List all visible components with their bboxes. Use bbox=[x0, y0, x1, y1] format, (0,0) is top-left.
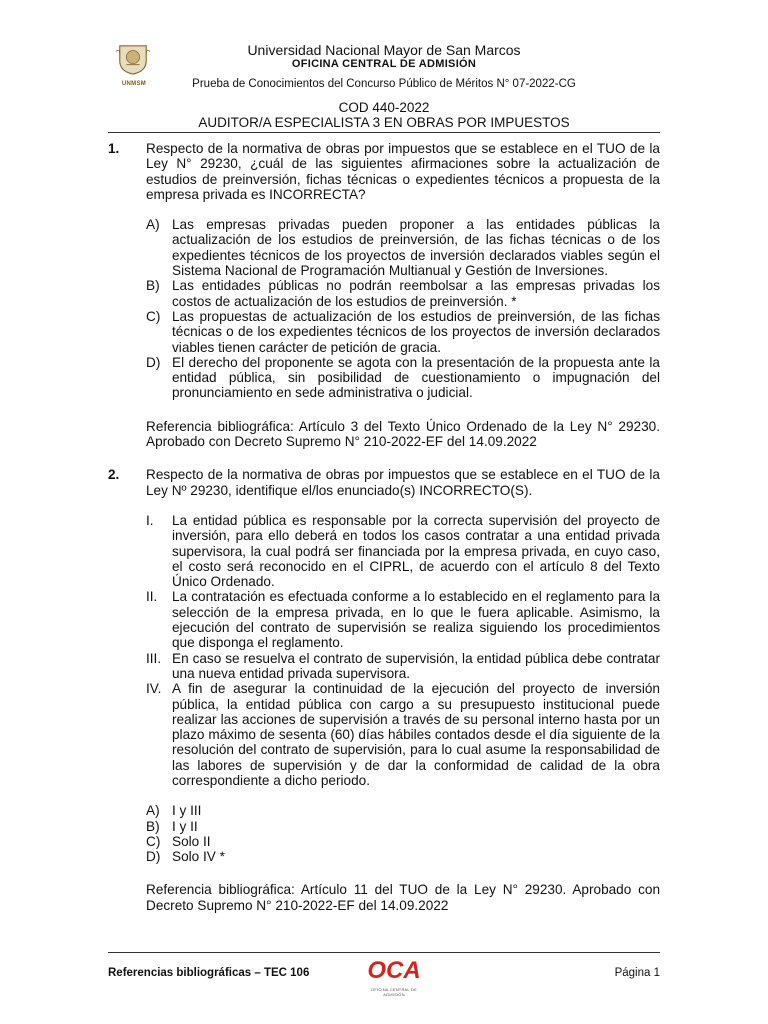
oca-logo-icon bbox=[364, 958, 424, 982]
statement-label: II. bbox=[146, 589, 158, 605]
statement-label: IV. bbox=[146, 681, 162, 697]
page-number: Página 1 bbox=[614, 967, 660, 979]
footer-divider bbox=[108, 952, 660, 953]
option-label: A) bbox=[146, 803, 160, 819]
option-d bbox=[146, 355, 660, 401]
statement-text: En caso se resuelva el contrato de supervisión, la entidad pública debe contratar una nueva entidad privada supervisora. bbox=[172, 650, 660, 681]
option-c bbox=[146, 309, 660, 355]
question-stem: Respecto de la normativa de obras por impuestos que se establece en el TUO de la Ley Nº 29230, identifique el/los enunciado(s) INCORRECTO(S). bbox=[146, 467, 660, 498]
option-d bbox=[146, 849, 660, 864]
statement-iv bbox=[146, 681, 660, 788]
position-title: AUDITOR/A ESPECIALISTA 3 EN OBRAS POR IMPUESTOS bbox=[198, 115, 570, 130]
option-b bbox=[146, 278, 660, 309]
reference-text: Referencia bibliográfica: Artículo 3 del Texto Único Ordenado de la Ley N° 29230. Aprobado con Decreto Supremo N° 210-2022-EF del 14.09.2022 bbox=[146, 418, 660, 450]
reference-text: Referencia bibliográfica: Artículo 11 del TUO de la Ley N° 29230. Aprobado con Decreto Supremo N° 210-2022-EF del 14.09.2022 bbox=[146, 882, 660, 913]
option-label: B) bbox=[146, 818, 160, 834]
statement-ii bbox=[146, 589, 660, 650]
header-divider bbox=[108, 132, 660, 133]
option-text: El derecho del proponente se agota con la presentación de la propuesta ante la entidad pública, sin posibilidad de cuestionamiento o impugnación del pronunciamiento en sede administrativa o judicial. bbox=[172, 354, 660, 401]
question-1 bbox=[108, 141, 660, 449]
option-c bbox=[146, 834, 660, 849]
exam-code: COD 440-2022 bbox=[338, 100, 430, 115]
document-body bbox=[108, 141, 660, 913]
office-name: OFICINA CENTRAL DE ADMISIÓN bbox=[291, 58, 477, 70]
statement-label: I. bbox=[146, 512, 154, 528]
option-label: D) bbox=[146, 849, 161, 865]
option-label: B) bbox=[146, 278, 160, 294]
statement-text: A fin de asegurar la continuidad de la ejecución del proyecto de inversión pública, la entidad pública con cargo a su presupuesto institucional puede realizar las acciones de supervisión a través de su personal interno hasta por un plazo máximo de sesenta (60) días hábiles contados desde el día siguiente de la resolución del contrato de supervisión, para lo cual asume la responsabilidad de las labores de supervisión y de dar la conformidad de calidad de la obra correspondiente a dicho periodo. bbox=[172, 681, 660, 788]
option-label: C) bbox=[146, 833, 161, 849]
option-text: Las entidades públicas no podrán reembolsar a las empresas privadas los costos de actualización de los estudios de preinversión. * bbox=[172, 278, 660, 309]
statement-label: III. bbox=[146, 650, 162, 666]
statement-i bbox=[146, 513, 660, 589]
option-text: I y III bbox=[172, 803, 202, 819]
question-number: 2. bbox=[108, 467, 120, 483]
option-text: Las empresas privadas pueden proponer a las entidades públicas la actualización de los estudios de preinversión, de las fichas técnicas o de los expedientes técnicos de los proyectos de inversión declarados viables según el Sistema Nacional de Programación Multianual y Gestión de Inversiones. bbox=[172, 217, 660, 279]
logo-caption: UNMSM bbox=[121, 81, 147, 87]
exam-title: Prueba de Conocimientos del Concurso Público de Méritos N° 07-2022-CG bbox=[192, 78, 576, 90]
option-text: Las propuestas de actualización de los estudios de preinversión, de las fichas técnicas o de los expedientes técnicos de los proyectos de inversión declarados viables tienen carácter de petición de gracia. bbox=[172, 308, 660, 355]
question-number: 1. bbox=[108, 141, 120, 156]
statement-text: La contratación es efectuada conforme a lo establecido en el reglamento para la selección de la empresa privada, en lo que le fuera aplicable. Asimismo, la ejecución del contrato de supervisión se realiza siguiendo los procedimientos que disponga el reglamento. bbox=[172, 589, 660, 651]
option-a bbox=[146, 217, 660, 278]
statement-iii bbox=[146, 651, 660, 682]
oca-logo-caption: OFICINA CENTRAL DE ADMISIÓN bbox=[371, 987, 417, 997]
option-label: C) bbox=[146, 308, 161, 324]
option-b bbox=[146, 819, 660, 834]
option-label: D) bbox=[146, 354, 161, 370]
option-text: Solo IV * bbox=[172, 849, 225, 865]
oca-logo-text: OCA bbox=[367, 958, 421, 982]
university-name: Universidad Nacional Mayor de San Marcos bbox=[247, 42, 521, 58]
option-a bbox=[146, 803, 660, 818]
statement-text: La entidad pública es responsable por la correcta supervisión del proyecto de inversión, para ello deberá en todos los casos contratar a una entidad privada supervisora, la cual podrá ser financiada por la empresa privada, en cuyo caso, el costo será reconocido en el CIPRL, de acuerdo con el artículo 8 del Texto Único Ordenado. bbox=[172, 512, 660, 590]
footer-reference: Referencias bibliográficas – TEC 106 bbox=[108, 967, 310, 979]
option-text: I y II bbox=[172, 818, 198, 834]
question-2 bbox=[108, 467, 660, 913]
option-label: A) bbox=[146, 217, 160, 233]
question-stem: Respecto de la normativa de obras por impuestos que se establece en el TUO de la Ley N° 29230, ¿cuál de las siguientes afirmaciones sobre la actualización de estudios de preinversión, fichas técnicas o expedientes técnicos a propuesta de la empresa privada es INCORRECTA? bbox=[146, 141, 660, 202]
oca-logo bbox=[362, 958, 426, 997]
option-text: Solo II bbox=[172, 833, 211, 849]
